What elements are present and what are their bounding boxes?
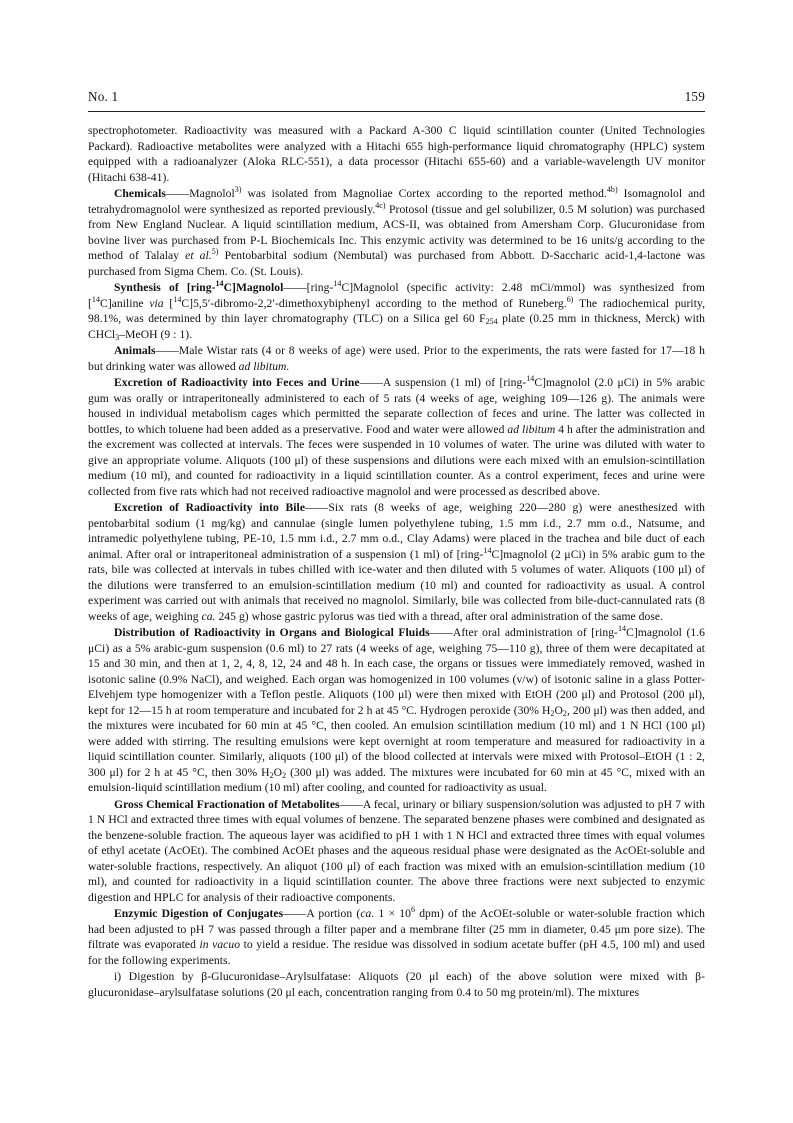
header-rule	[88, 111, 705, 112]
page-number: 159	[684, 89, 705, 104]
paragraph-gross-fractionation: Gross Chemical Fractionation of Metabolites——A fecal, urinary or biliary suspension/solution was adjusted to pH 7 with 1 N HCl and extracted three times with equal volumes of benzene. The separated benzene phases were combined and designated as the benzene-soluble fraction. The aqueous layer was acidified to pH 1 with 1 N HCl and extracted three times with equal volumes of ethyl acetate (AcOEt). The combined AcOEt phases and the aqueous residual phase were designated as the AcOEt-soluble and water-soluble fractions, respectively. An aliquot (100 μl) of each fraction was mixed with an emulsion-scintillation medium (10 ml), and counted for radioactivity in a liquid scintillation counter. The above three fractions were next subjected to enzymic digestion and HPLC for analysis of their radioactive components.	[88, 797, 705, 904]
paragraph-animals: Animals——Male Wistar rats (4 or 8 weeks of age) were used. Prior to the experiments, the rats were fasted for 17—18 h but drinking water was allowed ad libitum.	[88, 344, 705, 373]
section-heading-distribution: Distribution of Radioactivity in Organs and Biological Fluids	[114, 626, 430, 639]
paragraph-excretion-bile: Excretion of Radioactivity into Bile——Six rats (8 weeks of age, weighing 220—280 g) were anesthesized with pentobarbital sodium (1 mg/kg) and cannulae (single lumen polyethylene tubing, 1.5 mm i.d., 2.7 mm o.d., Natsume, and intramedic polyethylene tubing, PE-10, 1.5 mm i.d., 2.7 mm o.d., Clay Adams) were placed in the trachea and bile duct of each animal. After oral or intraperitoneal administration of a suspension (1 ml) of [ring-$^{14}$C]magnolol (2 μCi) in 5% arabic gum to the rats, bile was collected at intervals in tubes chilled with ice-water and then diluted with 5 volumes of water. Aliquots (100 μl) of the dilutions were transferred to an emulsion-scintillation medium (10 ml) and counted for radioactivity as usual. A control experiment was carried out with animals that received no magnolol. Similarly, bile was collected from bile-duct-cannulated rats (8 weeks of age, weighing ca. 245 g) whose gastric pylorus was tied with a thread, after oral administration of the same dose.	[88, 501, 705, 623]
section-heading-enzymic-digestion: Enzymic Digestion of Conjugates	[114, 907, 284, 920]
section-heading-chemicals: Chemicals	[114, 187, 166, 200]
section-heading-animals: Animals	[114, 344, 156, 357]
body-text	[88, 123, 705, 1001]
paragraph-chemicals: Chemicals——Magnolol$^{3)}$ was isolated from Magnoliae Cortex according to the reported method.$^{4b)}$ Isomagnolol and tetrahydromagnolol were synthesized as reported previously.$^{4c)}$ Protosol (tissue and gel solubilizer, 0.5 M solution) was purchased from New England Nuclear. A liquid scintillation medium, ACS-II, was obtained from Amersham Corp. Glucuronidase from bovine liver was purchased from P-L Biochemicals Inc. This enzymic activity was determined to be 16 units/g according to the method of Talalay et al.$^{5)}$ Pentobarbital sodium (Nembutal) was purchased from Abbott. D-Saccharic acid-1,4-lactone was purchased from Sigma Chem. Co. (St. Louis).	[88, 185, 706, 278]
section-heading-gross-fractionation: Gross Chemical Fractionation of Metabolites	[114, 797, 340, 811]
paragraph-instruments: spectrophotometer. Radioactivity was measured with a Packard A-300 C liquid scintillation counter (United Technologies Packard). Radioactive metabolites were analyzed with a Hitachi 655 high-performance liquid chromatography (HPLC) system equipped with a radioanalyzer (Aloka RLC-551), a data processor (Hitachi 655-60) and a variable-wavelength UV monitor (Hitachi 638-41).	[88, 124, 705, 184]
paragraph-excretion-feces-urine: Excretion of Radioactivity into Feces and Urine——A suspension (1 ml) of [ring-$^{14}$C]magnolol (2.0 μCi) in 5% arabic gum was orally or intraperitoneally administered to each of 5 rats (4 weeks of age, weighing 109—126 g). The animals were housed in individual metabolism cages which permitted the separate collection of feces and urine. The latter was collected in bottles, to which toluene had been added as a preservative. Food and water were allowed ad libitum 4 h after the administration and the excrement was collected at intervals. The feces were suspended in 10 volumes of water. The urine was diluted with water to give an appropriate volume. Aliquots (100 μl) of these suspensions and dilutions were each mixed with an emulsion-scintillation medium (10 ml), and counted for radioactivity in a liquid scintillation counter. As a control experiment, feces and urine were collected from five rats which had not received radioactive magnolol and were processed as described above.	[88, 374, 706, 498]
section-heading-synthesis: Synthesis of [ring-$^{14}$C]Magnolol	[114, 279, 284, 294]
running-header	[88, 88, 705, 110]
section-heading-excretion-bile: Excretion of Radioactivity into Bile	[114, 501, 306, 514]
paragraph-digestion-glucuronidase: i) Digestion by β-Glucuronidase–Arylsulfatase: Aliquots (20 μl each) of the above solution were mixed with β-glucuronidase–arylsulfatase solutions (20 μl each, concentration ranging from 0.4 to 50 mg protein/ml). The mixtures	[88, 970, 705, 999]
paragraph-distribution: Distribution of Radioactivity in Organs and Biological Fluids——After oral administration of [ring-$^{14}$C]magnolol (1.6 μCi) as a 5% arabic-gum suspension (0.6 ml) to 27 rats (4 weeks of age, weighing 75—110 g), three of them were decapitated at 15 and 30 min, and then at 1, 2, 4, 8, 12, 24 and 48 h. In each case, the organs or tissues were immediately removed, washed in isotonic saline (0.9% NaCl), and weighed. Each organ was homogenized in 100 volumes (v/w) of isotonic saline in a glass Potter-Elvehjem type homogenizer with a Teflon pestle. Aliquots (100 μl) were then mixed with EtOH (200 μl) and Protosol (200 μl), kept for 12—15 h at room temperature and incubated for 2 h at 45 °C. Hydrogen peroxide (30% $H_2O_2$, 200 μl) was then added, and the mixtures were incubated for 60 min at 45 °C, then cooled. An emulsion scintillation medium (10 ml) and 1 N HCl (100 μl) were added with stirring. The resulting emulsions were kept overnight at room temperature and measured for radioactivity in a liquid scintillation counter. Similarly, aliquots (100 μl) of the blood collected at intervals were mixed with Protosol–EtOH (1 : 2, 300 μl) for 2 h at 45 °C, then 30% $H_2O_2$ (300 μl) was added. The mixtures were incubated for 60 min at 45 °C, mixed with an emulsion-liquid scintillation medium (10 ml) after cooling, and counted for radioactivity as usual.	[88, 624, 705, 794]
journal-issue-number: No. 1	[88, 89, 119, 104]
paragraph-enzymic-digestion: Enzymic Digestion of Conjugates——A portion (ca. $1 \times 10^6$ dpm) of the AcOEt-soluble or water-soluble fraction which had been adjusted to pH 7 was passed through a filter paper and a membrane filter (25 mm in diameter, 0.45 μm pore size). The filtrate was evaporated in vacuo to yield a residue. The residue was dissolved in sodium acetate buffer (pH 4.5, 100 ml) and used for the following experiments.	[88, 905, 706, 967]
section-heading-excretion-feces-urine: Excretion of Radioactivity into Feces and Urine	[114, 376, 360, 389]
paragraph-synthesis: Synthesis of [ring-$^{14}$C]Magnolol——[ring-$^{14}$C]Magnolol (specific activity: 2.48 mCi/mmol) was synthesized from [$^{14}$C]aniline via [$^{14}$C]5,5′-dibromo-2,2′-dimethoxybiphenyl according to the method of Runeberg.$^{6)}$ The radiochemical purity, 98.1%, was determined by thin layer chromatography (TLC) on a Silica gel 60 $F_{254}$ plate (0.25 mm in thickness, Merck) with CHCl$_3$–MeOH (9 : 1).	[88, 279, 706, 342]
